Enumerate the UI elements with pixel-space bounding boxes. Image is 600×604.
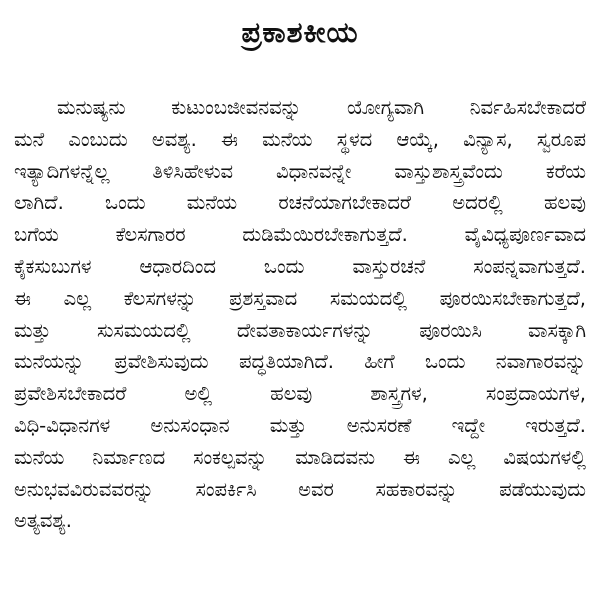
text-line: ಕೈಕಸುಬುಗಳ ಆಧಾರದಿಂದ ಒಂದು ವಾಸ್ತುರಚನೆ ಸಂಪನ್ನವಾಗುತ್ತದೆ. bbox=[14, 254, 586, 278]
text-line: ಮನೆಯನ್ನು ಪ್ರವೇಶಿಸುವುದು ಪದ್ಧತಿಯಾಗಿದೆ. ಹೀಗೆ ಒಂದು ನವಾಗಾರವನ್ನು bbox=[14, 350, 586, 374]
text-line: ಮತ್ತು ಸುಸಮಯದಲ್ಲಿ ದೇವತಾಕಾರ್ಯಗಳನ್ನು ಪೂರಯಿಸಿ ವಾಸಕ್ಕಾಗಿ bbox=[14, 318, 586, 342]
text-line: ಬಗೆಯ ಕೆಲಸಗಾರರ ದುಡಿಮೆಯಿರಬೇಕಾಗುತ್ತದೆ. ವೈವಿಧ್ಯಪೂರ್ಣವಾದ bbox=[14, 223, 586, 247]
paragraph bbox=[14, 92, 586, 537]
text-line: ಅನುಭವವಿರುವವರನ್ನು ಸಂಪರ್ಕಿಸಿ ಅವರ ಸಹಕಾರವನ್ನು ಪಡೆಯುವುದು bbox=[14, 477, 586, 501]
text-line: ಮನೆ ಎಂಬುದು ಅವಶ್ಯ. ಈ ಮನೆಯ ಸ್ಥಳದ ಆಯ್ಕೆ, ವಿನ್ಯಾಸ, ಸ್ವರೂಪ bbox=[14, 127, 586, 151]
text-line: ವಿಧಿ-ವಿಧಾನಗಳ ಅನುಸಂಧಾನ ಮತ್ತು ಅನುಸರಣೆ ಇದ್ದೇ ಇರುತ್ತದೆ. bbox=[14, 413, 586, 437]
text-line: ಮನುಷ್ಯನು ಕುಟುಂಬಜೀವನವನ್ನು ಯೋಗ್ಯವಾಗಿ ನಿರ್ವಹಿಸಬೇಕಾದರೆ bbox=[57, 96, 586, 119]
text-line: ಲಾಗಿದೆ. ಒಂದು ಮನೆಯ ರಚನೆಯಾಗಬೇಕಾದರೆ ಅದರಲ್ಲಿ ಹಲವು bbox=[14, 191, 586, 215]
text-line: ಈ ಎಲ್ಲ ಕೆಲಸಗಳನ್ನು ಪ್ರಶಸ್ತವಾದ ಸಮಯದಲ್ಲಿ ಪೂರಯಿಸಬೇಕಾಗುತ್ತದೆ, bbox=[14, 286, 586, 310]
text-line: ಮನೆಯ ನಿರ್ಮಾಣದ ಸಂಕಲ್ಪವನ್ನು ಮಾಡಿದವನು ಈ ಎಲ್ಲ ವಿಷಯಗಳಲ್ಲಿ bbox=[14, 445, 586, 469]
text-line: ಅತ್ಯವಶ್ಯ. bbox=[14, 509, 72, 533]
page-title: ಪ್ರಕಾಶಕೀಯ bbox=[241, 15, 359, 49]
text-line: ಇತ್ಯಾದಿಗಳನ್ನೆಲ್ಲ ತಿಳಿಸಿಹೇಳುವ ವಿಧಾನವನ್ನೇ ವಾಸ್ತುಶಾಸ್ತ್ರವೆಂದು ಕರೆಯ bbox=[14, 159, 586, 183]
text-line: ಪ್ರವೇಶಿಸಬೇಕಾದರೆ ಅಲ್ಲಿ ಹಲವು ಶಾಸ್ತ್ರಗಳ, ಸಂಪ್ರದಾಯಗಳ, bbox=[14, 382, 586, 406]
